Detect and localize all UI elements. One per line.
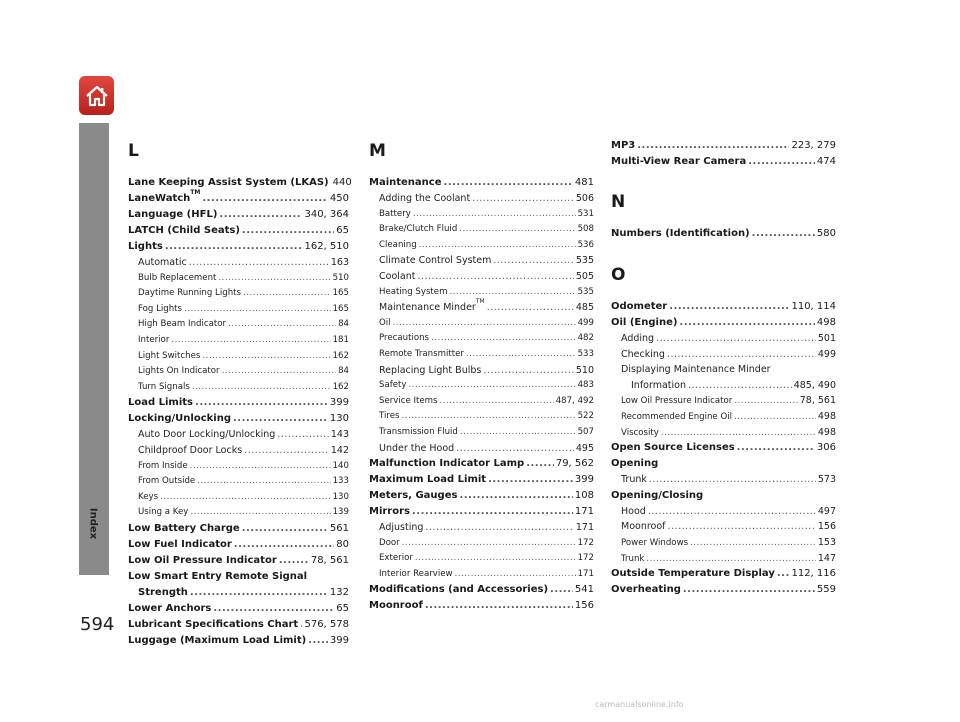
index-subentry[interactable]: Adjusting ..... 171: [369, 520, 594, 536]
index-entry[interactable]: Lower Anchors ..... 65: [128, 601, 349, 617]
index-entry[interactable]: Meters, Gauges ..... 108: [369, 488, 594, 504]
index-tab-label-box: [79, 496, 109, 556]
index-subentry[interactable]: Automatic ..... 163: [128, 255, 349, 271]
section-letter: L: [128, 141, 139, 161]
index-subentry[interactable]: Door ..... 172: [369, 536, 594, 552]
index-subentry[interactable]: Exterior ..... 172: [369, 551, 594, 567]
index-entry[interactable]: Lights ..... 162, 510: [128, 239, 349, 255]
index-subentry[interactable]: Battery ..... 531: [369, 207, 594, 223]
index-subentry[interactable]: Checking ..... 499: [611, 347, 836, 363]
index-entry[interactable]: Mirrors ..... 171: [369, 504, 594, 520]
index-entry[interactable]: Low Oil Pressure Indicator ..... 78, 561: [128, 553, 349, 569]
index-entry[interactable]: Open Source Licenses ..... 306: [611, 440, 836, 456]
index-subentry[interactable]: Light Switches ..... 162: [128, 349, 349, 365]
index-entry[interactable]: LATCH (Child Seats) ..... 65: [128, 223, 349, 239]
home-button[interactable]: [79, 76, 114, 115]
index-subentry[interactable]: Trunk ..... 147: [611, 551, 836, 567]
index-subentry[interactable]: High Beam Indicator ..... 84: [128, 317, 349, 333]
index-entry[interactable]: LaneWatch™ ..... 450: [128, 191, 349, 207]
index-subentry-continued[interactable]: Information ..... 485, 490: [611, 378, 836, 394]
index-entry[interactable]: Low Battery Charge ..... 561: [128, 521, 349, 537]
index-subentry[interactable]: From Inside ..... 140: [128, 459, 349, 475]
index-column-n-o: [611, 138, 836, 598]
index-subentry[interactable]: Viscosity ..... 498: [611, 425, 836, 441]
index-subentry[interactable]: Hood ..... 497: [611, 504, 836, 520]
index-entry[interactable]: Maximum Load Limit ..... 399: [369, 472, 594, 488]
index-subentry[interactable]: Interior Rearview ..... 171: [369, 567, 594, 583]
index-entry[interactable]: Moonroof ..... 156: [369, 598, 594, 614]
index-entry[interactable]: Overheating ..... 559: [611, 582, 836, 598]
index-tab-label: Index: [87, 507, 99, 540]
index-subentry[interactable]: Power Windows ..... 153: [611, 535, 836, 551]
index-subentry[interactable]: Tires ..... 522: [369, 409, 594, 425]
section-letter: M: [369, 141, 386, 161]
index-entry[interactable]: Low Fuel Indicator ..... 80: [128, 537, 349, 553]
index-subentry[interactable]: Childproof Door Locks ..... 142: [128, 443, 349, 459]
index-subentry[interactable]: Heating System ..... 535: [369, 285, 594, 301]
index-entry[interactable]: Odometer ..... 110, 114: [611, 299, 836, 315]
index-subentry[interactable]: Keys ..... 130: [128, 490, 349, 506]
index-subentry[interactable]: Trunk ..... 573: [611, 472, 836, 488]
index-subentry[interactable]: Remote Transmitter ..... 533: [369, 347, 594, 363]
index-subentry[interactable]: Transmission Fluid ..... 507: [369, 425, 594, 441]
index-subentry[interactable]: Under the Hood ..... 495: [369, 441, 594, 457]
index-entry[interactable]: Lubricant Specifications Chart ..... 576, 578: [128, 617, 349, 633]
index-entry[interactable]: Multi-View Rear Camera ..... 474: [611, 154, 836, 170]
index-subentry[interactable]: From Outside ..... 133: [128, 474, 349, 490]
page-number: 594: [80, 614, 115, 635]
index-entry[interactable]: Malfunction Indicator Lamp ..... 79, 562: [369, 456, 594, 472]
index-subentry[interactable]: Using a Key ..... 139: [128, 505, 349, 521]
index-subentry[interactable]: Interior ..... 181: [128, 333, 349, 349]
index-entry[interactable]: Oil (Engine) ..... 498: [611, 315, 836, 331]
index-subentry[interactable]: Coolant ..... 505: [369, 269, 594, 285]
index-subentry[interactable]: Bulb Replacement ..... 510: [128, 271, 349, 287]
index-subentry[interactable]: Adding ..... 501: [611, 331, 836, 347]
index-subentry[interactable]: Moonroof ..... 156: [611, 519, 836, 535]
index-subentry[interactable]: Recommended Engine Oil ..... 498: [611, 409, 836, 425]
index-entry[interactable]: Locking/Unlocking ..... 130: [128, 411, 349, 427]
index-entry[interactable]: Luggage (Maximum Load Limit) ..... 399: [128, 633, 349, 649]
index-subentry[interactable]: Climate Control System ..... 535: [369, 253, 594, 269]
index-entry[interactable]: Language (HFL) ..... 340, 364: [128, 207, 349, 223]
index-subentry[interactable]: Turn Signals ..... 162: [128, 380, 349, 396]
index-subentry[interactable]: Adding the Coolant ..... 506: [369, 191, 594, 207]
index-entry[interactable]: MP3 ..... 223, 279: [611, 138, 836, 154]
index-entry-continued[interactable]: Strength ..... 132: [128, 585, 349, 601]
index-column-m: [369, 141, 594, 614]
section-letter: O: [611, 265, 626, 285]
section-letter: N: [611, 192, 626, 212]
index-column-l: [128, 141, 352, 649]
index-entry[interactable]: Opening/Closing: [611, 489, 704, 501]
index-entry[interactable]: Load Limits ..... 399: [128, 395, 349, 411]
index-entry[interactable]: Numbers (Identification) ..... 580: [611, 226, 836, 242]
index-subentry[interactable]: Cleaning ..... 536: [369, 238, 594, 254]
index-subentry[interactable]: Fog Lights ..... 165: [128, 302, 349, 318]
index-entry[interactable]: Opening: [611, 458, 659, 470]
index-subentry[interactable]: Lights On Indicator ..... 84: [128, 364, 349, 380]
index-entry[interactable]: Outside Temperature Display ..... 112, 116: [611, 566, 836, 582]
index-entry[interactable]: Low Smart Entry Remote Signal: [128, 570, 308, 582]
index-subentry[interactable]: Displaying Maintenance Minder: [621, 364, 771, 376]
index-subentry[interactable]: Safety ..... 483: [369, 378, 594, 394]
index-subentry[interactable]: Maintenance Minder™ ..... 485: [369, 300, 594, 316]
index-subentry[interactable]: Precautions ..... 482: [369, 331, 594, 347]
index-subentry[interactable]: Daytime Running Lights ..... 165: [128, 286, 349, 302]
index-subentry[interactable]: Brake/Clutch Fluid ..... 508: [369, 222, 594, 238]
index-entry[interactable]: Lane Keeping Assist System (LKAS) 440: [128, 177, 352, 188]
index-entry[interactable]: Modifications (and Accessories) ..... 541: [369, 582, 594, 598]
watermark: carmanualsonline.info: [595, 700, 684, 709]
index-subentry[interactable]: Service Items ..... 487, 492: [369, 394, 594, 410]
index-subentry[interactable]: Auto Door Locking/Unlocking ..... 143: [128, 427, 349, 443]
index-subentry[interactable]: Low Oil Pressure Indicator ..... 78, 561: [611, 393, 836, 409]
index-entry[interactable]: Maintenance ..... 481: [369, 175, 594, 191]
home-icon: [84, 84, 110, 108]
index-subentry[interactable]: Replacing Light Bulbs ..... 510: [369, 363, 594, 379]
index-subentry[interactable]: Oil ..... 499: [369, 316, 594, 332]
